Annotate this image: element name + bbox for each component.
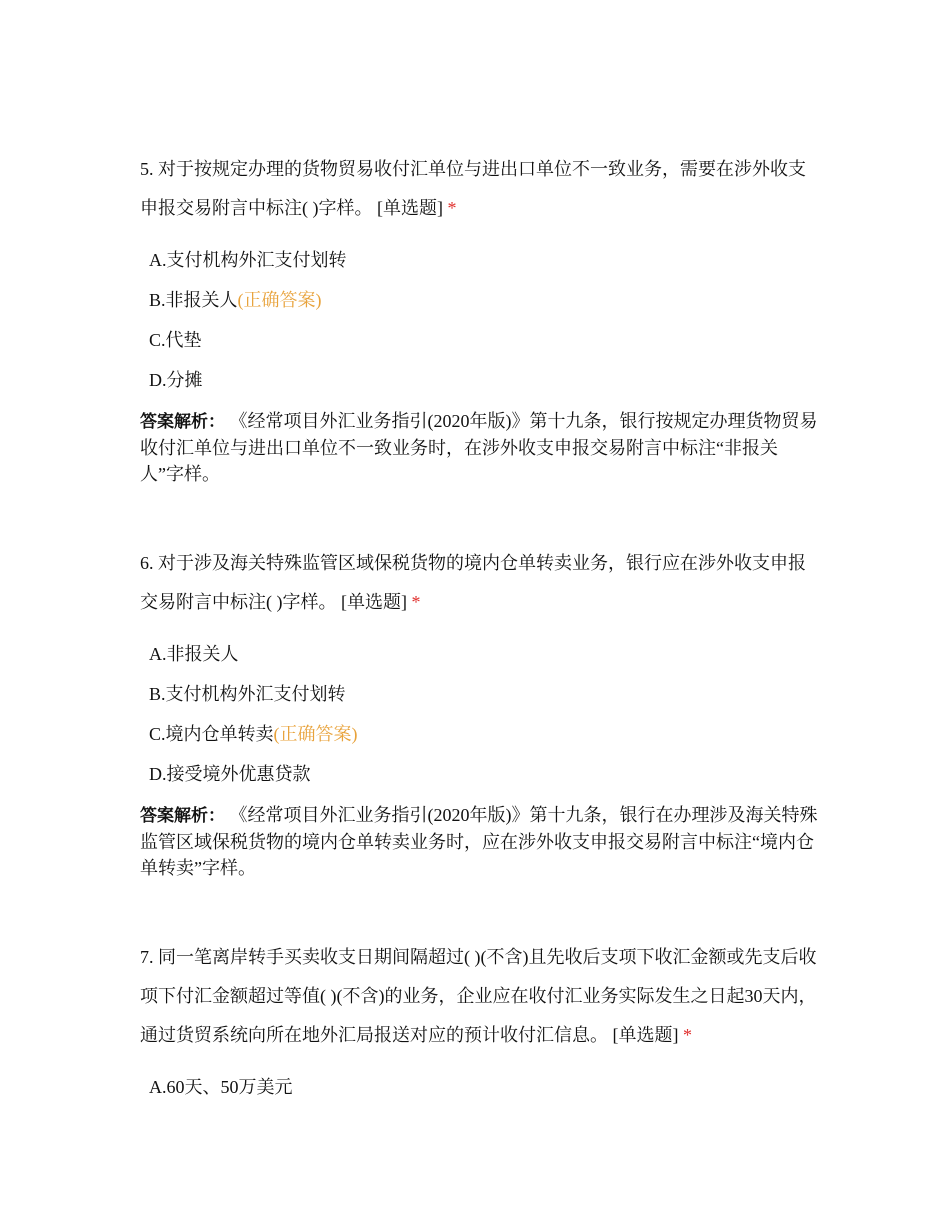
required-mark: * bbox=[447, 198, 457, 218]
question-number: 6. bbox=[140, 553, 154, 573]
question-type-tag: [单选题] bbox=[341, 592, 407, 612]
option-label: C.境内仓单转卖 bbox=[149, 724, 274, 744]
question-text bbox=[140, 544, 820, 622]
required-mark: * bbox=[411, 592, 421, 612]
correct-answer-tag: (正确答案) bbox=[237, 290, 322, 310]
question-5 bbox=[140, 150, 820, 487]
option-a[interactable] bbox=[140, 1067, 820, 1107]
question-stem: 对于按规定办理的货物贸易收付汇单位与进出口单位不一致业务，需要在涉外收支申报交易附言中标注( )字样。 bbox=[140, 159, 806, 218]
analysis-text: 《经常项目外汇业务指引(2020年版)》第十九条，银行按规定办理货物贸易收付汇单位与进出口单位不一致业务时，在涉外收支申报交易附言中标注“非报关人”字样。 bbox=[140, 411, 818, 484]
option-label: B.非报关人 bbox=[149, 290, 238, 310]
option-a[interactable] bbox=[140, 240, 820, 280]
options-list bbox=[140, 240, 820, 400]
question-text bbox=[140, 150, 820, 228]
question-6 bbox=[140, 544, 820, 881]
question-stem: 对于涉及海关特殊监管区域保税货物的境内仓单转卖业务，银行应在涉外收支申报交易附言中标注( )字样。 bbox=[140, 553, 806, 612]
option-d[interactable] bbox=[140, 754, 820, 794]
option-label: D.接受境外优惠贷款 bbox=[149, 764, 311, 784]
option-d[interactable] bbox=[140, 360, 820, 400]
option-label: B.支付机构外汇支付划转 bbox=[149, 684, 346, 704]
analysis-label: 答案解析： bbox=[140, 412, 225, 432]
answer-analysis bbox=[140, 802, 820, 881]
correct-answer-tag: (正确答案) bbox=[273, 724, 358, 744]
option-label: A.支付机构外汇支付划转 bbox=[149, 250, 347, 270]
option-c[interactable] bbox=[140, 320, 820, 360]
question-type-tag: [单选题] bbox=[612, 1025, 679, 1045]
analysis-label: 答案解析： bbox=[140, 806, 225, 826]
question-type-tag: [单选题] bbox=[377, 198, 443, 218]
options-list bbox=[140, 634, 820, 794]
options-list bbox=[140, 1067, 820, 1107]
option-a[interactable] bbox=[140, 634, 820, 674]
required-mark: * bbox=[683, 1025, 692, 1045]
question-stem: 同一笔离岸转手买卖收支日期间隔超过( )(不含)且先收后支项下收汇金额或先支后收项下付汇金额超过等值( )(不含)的业务，企业应在收付汇业务实际发生之日起30天内，通过货贸系统向所在地外汇局报送对应的预计收付汇信息。 bbox=[140, 947, 817, 1045]
option-label: A.非报关人 bbox=[149, 644, 239, 664]
option-label: A.60天、50万美元 bbox=[149, 1077, 293, 1097]
question-number: 5. bbox=[140, 159, 154, 179]
option-b[interactable] bbox=[140, 280, 820, 320]
option-label: C.代垫 bbox=[149, 330, 202, 350]
option-c[interactable] bbox=[140, 714, 820, 754]
option-b[interactable] bbox=[140, 674, 820, 714]
answer-analysis bbox=[140, 408, 820, 487]
analysis-text: 《经常项目外汇业务指引(2020年版)》第十九条，银行在办理涉及海关特殊监管区域保税货物的境内仓单转卖业务时，应在涉外收支申报交易附言中标注“境内仓单转卖”字样。 bbox=[140, 805, 818, 878]
question-7 bbox=[140, 938, 820, 1107]
question-text bbox=[140, 938, 820, 1055]
question-number: 7. bbox=[140, 947, 154, 967]
option-label: D.分摊 bbox=[149, 370, 203, 390]
